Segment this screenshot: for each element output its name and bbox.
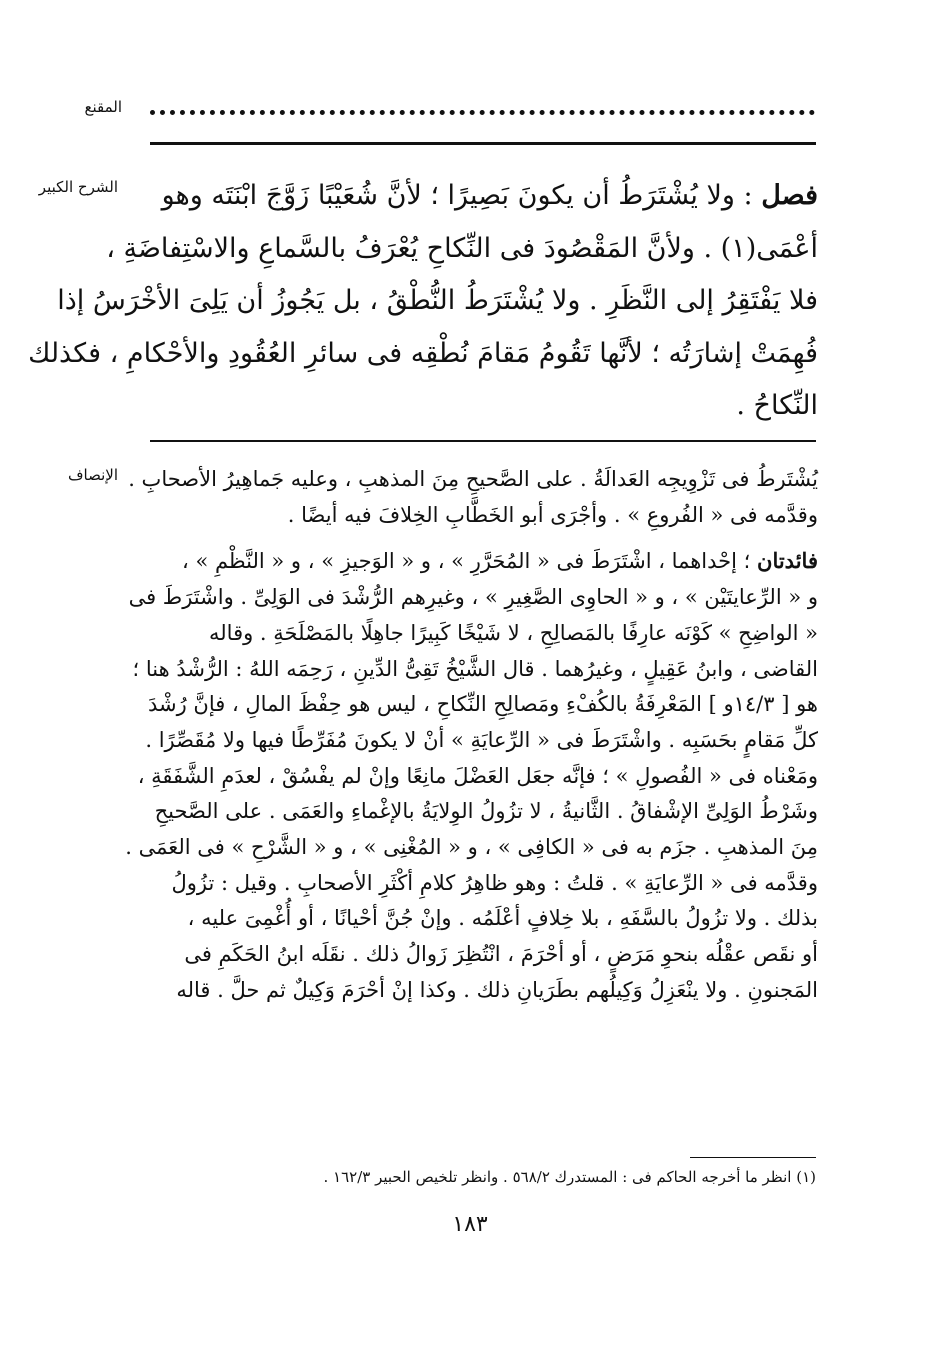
insaf-section-label: الإنصاف [67,466,118,484]
insaf-line: وشَرْطُ الوَلِىِّ الإشْفاقُ . الثَّانيةُ ، لا تزُولُ الوِلايَةُ بالإغْماءِ والعَمَى . على الصَّحيحِ [154,799,818,824]
sharh-line [150,170,818,223]
sharh-line: فُهِمَتْ إشارَتُه ؛ لأنَّها تَقُومُ مَقامَ نُطْقِه فى سائرِ العُقُودِ والأحْكامِ ، فكذلك [28,337,818,369]
insaf-spacer [150,533,818,543]
sharh-line: أعْمَى(١) . ولأنَّ المَقْصُودَ فى النِّكاحِ يُعْرَفُ بالسَّماعِ والاسْتِفاضَةِ ، [106,232,818,264]
header-rule [150,142,816,145]
sharh-heading: فصل [761,180,818,211]
insaf-para-heading: فائدتان [757,548,818,574]
book-title-header: المقنع [84,98,122,116]
insaf-line: كلِّ مَقامٍ بحَسَبِه . واشْتَرَطَ فى « الرِّعايَةِ » أنْ لا يكونَ مُفَرِّطًا فيها ولا مُقَصِّرًا . [145,727,818,752]
insaf-line: المَجنونِ . ولا ينْعَزِلُ وَكِيلُهم بطَرَيانِ ذلك . وكذا إنْ أحْرَمَ وَكِيلٌ ثم حلَّ . قاله [176,977,818,1002]
insaf-line: و « الرِّعايتَيْن » ، و « الحاوِى الصَّغِيرِ » ، وغيرِهم الرُّشْدَ فى الوَلِىِّ . واشْتَرَطَ فى [128,585,818,610]
insaf-line: وقدَّمه فى « الرِّعايَةِ » . قلتُ : وهو ظاهِرُ كلامِ أكْثَرِ الأصحابِ . وقيل : تزُولُ [171,870,818,895]
insaf-line: وقدَّمه فى « الفُروعِ » . وأجْرَى أبو الخَطَّابِ الخِلافَ فيه أيضًا . [287,502,818,527]
insaf-line: هو [ ١٤/٣و ] المَعْرِفَةُ بالكُفْءِ ومَصالِحِ النِّكاحِ ، ليس هو حِفْظَ المالِ ، فإنَّ رُشْدَ [148,692,818,717]
sharh-line: النِّكاحُ . [736,390,818,421]
sharh-section-label: الشرح الكبير [38,178,118,196]
sharh-line: فلا يَفْتَقِرُ إلى النَّظَرِ . ولا يُشْتَرَطُ النُّطْقُ ، بل يَجُوزُ أن يَلِىَ الأخْرَسُ إذا [57,285,818,316]
insaf-line: « الواضِحِ » كَوْنَه عارِفًا بالمَصالِحِ ، لا شَيْخًا كَبِيرًا جاهِلًا بالمَصْلَحَةِ . وقاله [209,620,818,645]
insaf-line: بذلك . ولا تزُولُ بالسَّفَهِ ، بلا خِلافٍ أعْلَمُه . وإنْ جُنَّ أحْيانًا ، أو أُغْمِىَ عليه ، [187,906,818,931]
insaf-text-block [125,462,818,1009]
insaf-line: مِنَ المذهبِ . جزَم به فى « الكافِى » ، و « المُغْنِى » ، و « الشَّرْحِ » فى العَمَى . [125,835,818,860]
footnote-rule [690,1157,816,1158]
sharh-line-text: : ولا يُشْتَرَطُ أن يكونَ بَصِيرًا ؛ لأنَّ شُعَيْبًا زَوَّجَ ابْنَتَه وهو [161,180,753,211]
insaf-line [150,543,818,580]
insaf-line: أو نقَص عقْلُه بنحوِ مَرَضٍ ، أو أحْرَمَ ، انْتُظِرَ زَوالُ ذلك . نقَلَه ابنُ الحَكَمِ فى [184,942,818,967]
insaf-line: ومَعْناه فى « الفُصولِ » ؛ فإنَّه جعَل العَضْلَ مانِعًا وإنْ لم يفْسُقْ ، لعدَمِ الشَّفَقَةِ ، [137,763,818,788]
insaf-line: يُشْتَرطُ فى تَزْوِيجِه العَدالَةُ . على الصَّحيحِ مِنَ المذهبِ ، وعليه جَماهِيرُ الأصحابِ . [128,467,818,491]
insaf-line-text: ؛ إحْداهما ، اشْتَرَطَ فى « المُحَرَّرِ » ، و « الوَجيزِ » ، و « النَّظْمِ » ، [181,549,751,574]
section-divider [150,440,816,442]
header-dotted-line [150,100,815,115]
page-number: ١٨٣ [452,1212,488,1237]
insaf-line: القاضى ، وابنُ عَقِيلٍ ، وغيرُهما . قال الشَّيْخُ تَقِىُّ الدِّينِ ، رَحِمَه اللهُ : الرُّشْدُ هنا ؛ [132,656,818,681]
footnote: (١) انظر ما أخرجه الحاكم فى : المستدرك ٥٦٨/٢ . وانظر تلخيص الحبير ١٦٢/٣ . [323,1168,816,1186]
